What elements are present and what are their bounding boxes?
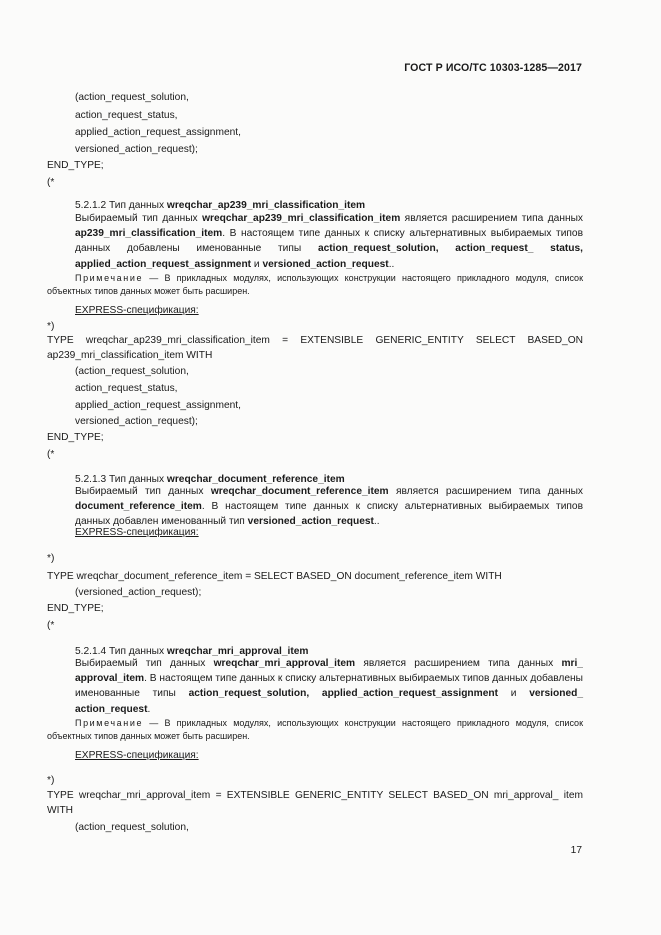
- end-type: END_TYPE;: [47, 603, 104, 614]
- section-heading-5213: 5.2.1.3 Тип данных wreqchar_document_reference_item: [75, 474, 345, 485]
- type-declaration: TYPE wreqchar_document_reference_item = SELECT BASED_ON document_reference_item WITH: [47, 571, 502, 582]
- express-item: action_request_status,: [75, 110, 178, 121]
- type-declaration: TYPE wreqchar_ap239_mri_classification_item = EXTENSIBLE GENERIC_ENTITY SELECT BASED_ON ap239_mri_classification_item WITH: [47, 335, 583, 361]
- comment-close: *): [47, 321, 55, 332]
- end-type: END_TYPE;: [47, 160, 104, 171]
- express-item: applied_action_request_assignment,: [75, 127, 241, 138]
- document-header: ГОСТ Р ИСО/ТС 10303-1285—2017: [404, 62, 582, 74]
- note-5214: Примечание — В прикладных модулях, использующих конструкции настоящего прикладного модуля, список объектных типов данных может быть расширен.: [47, 718, 583, 741]
- section-heading-5214: 5.2.1.4 Тип данных wreqchar_mri_approval_item: [75, 646, 309, 657]
- page-number: 17: [570, 845, 582, 856]
- section-paragraph-5212: Выбираемый тип данных wreqchar_ap239_mri_classification_item является расширением типа данных ap239_mri_classification_item. В настоящем типе данных к списку альтернативных выбираемых типов данных добавлены именованные типы action_request_solution, action_request_ status, applied_action_request_assignment и versioned_action_request..: [75, 213, 583, 270]
- comment-open: (*: [47, 177, 55, 188]
- express-spec-label: EXPRESS-спецификация:: [75, 750, 199, 761]
- section-paragraph-5213: Выбираемый тип данных wreqchar_document_reference_item является расширением типа данных document_reference_item. В настоящем типе данных к списку альтернативных выбираемых типов данных добавлен именованный тип versioned_action_request..: [75, 486, 583, 528]
- comment-open: (*: [47, 449, 55, 460]
- express-spec-label: EXPRESS-спецификация:: [75, 527, 199, 538]
- express-item: applied_action_request_assignment,: [75, 400, 241, 411]
- express-item: versioned_action_request);: [75, 144, 198, 155]
- note-5212: Примечание — В прикладных модулях, использующих конструкции настоящего прикладного модуля, список объектных типов данных может быть расширен.: [47, 273, 583, 296]
- type-declaration: TYPE wreqchar_mri_approval_item = EXTENSIBLE GENERIC_ENTITY SELECT BASED_ON mri_approval_ item WITH: [47, 790, 583, 816]
- express-item: (action_request_solution,: [75, 92, 189, 103]
- express-spec-label: EXPRESS-спецификация:: [75, 305, 199, 316]
- section-paragraph-5214: Выбираемый тип данных wreqchar_mri_approval_item является расширением типа данных mri_ approval_item. В настоящем типе данных к списку альтернативных выбираемых типов данных добавлены именованные типы action_request_solution, applied_action_request_assignment и versioned_ action_request.: [75, 658, 583, 715]
- comment-close: *): [47, 775, 55, 786]
- express-item: action_request_status,: [75, 383, 178, 394]
- express-item: (versioned_action_request);: [75, 587, 202, 598]
- express-item: (action_request_solution,: [75, 366, 189, 377]
- express-item: (action_request_solution,: [75, 822, 189, 833]
- end-type: END_TYPE;: [47, 432, 104, 443]
- comment-open: (*: [47, 620, 55, 631]
- express-item: versioned_action_request);: [75, 416, 198, 427]
- section-heading-5212: 5.2.1.2 Тип данных wreqchar_ap239_mri_classification_item: [75, 200, 366, 211]
- comment-close: *): [47, 553, 55, 564]
